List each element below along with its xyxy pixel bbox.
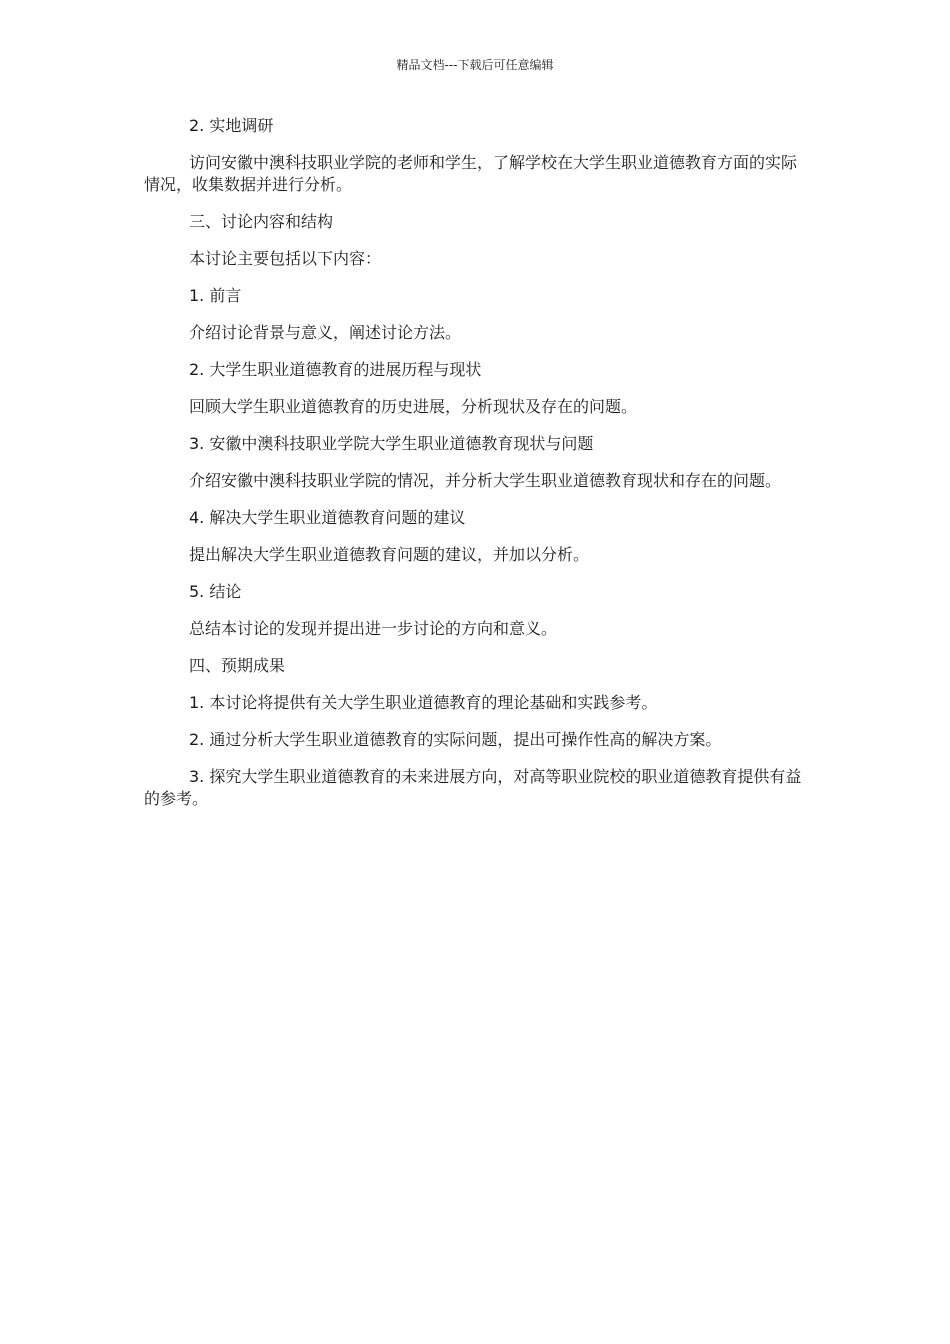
list-item-heading: 1. 前言 <box>189 286 242 305</box>
list-item-text: 总结本讨论的发现并提出进一步讨论的方向和意义。 <box>189 619 558 638</box>
expected-result-item: 2. 通过分析大学生职业道德教育的实际问题，提出可操作性高的解决方案。 <box>189 730 722 749</box>
list-item-text: 提出解决大学生职业道德教育问题的建议，并加以分析。 <box>189 545 590 564</box>
document-body <box>144 115 806 825</box>
expected-result-item: 3. 探究大学生职业道德教育的未来进展方向，对高等职业院校的职业道德教育提供有益的参考。 <box>144 767 802 808</box>
list-item-text: 介绍安徽中澳科技职业学院的情况，并分析大学生职业道德教育现状和存在的问题。 <box>189 471 782 490</box>
list-item-text: 回顾大学生职业道德教育的历史进展，分析现状及存在的问题。 <box>189 397 638 416</box>
paragraph-field-research: 访问安徽中澳科技职业学院的老师和学生，了解学校在大学生职业道德教育方面的实际情况，收集数据并进行分析。 <box>144 153 798 194</box>
expected-result-item: 1. 本讨论将提供有关大学生职业道德教育的理论基础和实践参考。 <box>189 693 658 712</box>
page-header: 精品文档---下载后可任意编辑 <box>396 58 554 72</box>
list-item-heading: 3. 安徽中澳科技职业学院大学生职业道德教育现状与问题 <box>189 434 594 453</box>
paragraph-content-intro: 本讨论主要包括以下内容： <box>189 249 382 268</box>
list-item-heading: 5. 结论 <box>189 582 242 601</box>
section-heading-content-structure: 三、讨论内容和结构 <box>189 212 334 231</box>
list-item-heading: 2. 大学生职业道德教育的进展历程与现状 <box>189 360 482 379</box>
list-item-text: 介绍讨论背景与意义，阐述讨论方法。 <box>189 323 462 342</box>
list-item-heading: 4. 解决大学生职业道德教育问题的建议 <box>189 508 466 527</box>
section-heading-expected-results: 四、预期成果 <box>189 656 286 675</box>
section-heading-field-research: 2. 实地调研 <box>189 116 274 135</box>
